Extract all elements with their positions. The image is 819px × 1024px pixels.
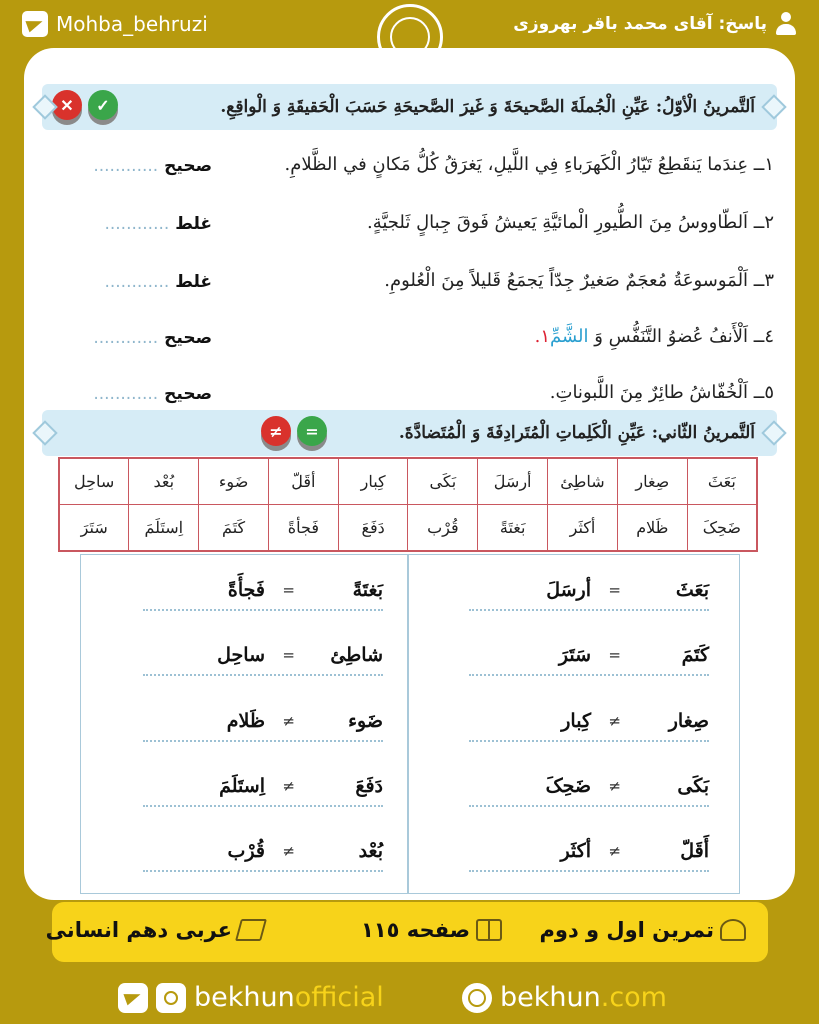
word-cell: شاطِئ <box>548 458 618 505</box>
social-link[interactable] <box>118 982 384 1013</box>
worksheet-card <box>24 48 795 900</box>
word-cell: أکثَر <box>548 505 618 552</box>
graduation-cap-icon <box>235 919 267 941</box>
diamond-ornament-icon <box>32 420 57 445</box>
website-link[interactable] <box>462 982 667 1013</box>
page-footer <box>0 970 819 1024</box>
globe-icon <box>462 983 492 1013</box>
info-bar <box>45 902 768 962</box>
diamond-ornament-icon <box>761 94 786 119</box>
author-text: پاسخ: آقای محمد باقر بهروزی <box>513 14 767 34</box>
word-cell: أرسَلَ <box>478 458 548 505</box>
not-equal-icon: ≠ <box>261 416 291 446</box>
word-pair: ضَوء ≠ ظَلام <box>143 708 383 742</box>
check-icon: ✓ <box>88 90 118 120</box>
student-icon <box>720 919 746 941</box>
telegram-icon <box>22 11 48 37</box>
word-pair: بَکَی ≠ ضَحِکَ <box>469 773 709 807</box>
word-cell: سَتَرَ <box>59 505 129 552</box>
word-cell: فَجأةً <box>268 505 338 552</box>
exercise2-title <box>42 410 777 456</box>
word-pair: بَغتَةً = فَجأَةً <box>143 577 383 611</box>
answer-field: صحیح ............ <box>93 156 212 176</box>
word-pair: بُعْد ≠ قُرْب <box>143 838 383 872</box>
word-pair: صِغار ≠ کِبار <box>469 708 709 742</box>
word-row <box>59 505 757 552</box>
statement-text: ٤ــ اَلْأَنفُ عُضوُ التَّنَفُّسِ وَ الشَّمِّ١. <box>534 326 774 347</box>
website-url: bekhun.com <box>500 982 667 1013</box>
word-cell: صِغار <box>617 458 687 505</box>
word-cell: ضَحِکَ <box>687 505 757 552</box>
statement-text: ٢ــ اَلطّاووسُ مِنَ الطُّیورِ الْمائیَّةِ یَعیشُ فَوقَ جِبالٍ ثَلجیَّةٍ. <box>366 212 774 233</box>
telegram-icon <box>118 983 148 1013</box>
handle-text: Mohba_behruzi <box>56 12 208 36</box>
exercise1-title <box>42 84 777 130</box>
word-table <box>58 457 758 552</box>
column-divider <box>407 555 409 893</box>
page-label: صفحه ١١٥ <box>361 918 502 942</box>
telegram-handle[interactable] <box>22 10 208 38</box>
word-cell: بَغتَةً <box>478 505 548 552</box>
statement-text: ٥ــ اَلْخُفّاشُ طائِرٌ مِنَ اللَّبوناتِ. <box>549 382 774 403</box>
word-pair: شاطِئ = ساحِل <box>143 642 383 676</box>
word-cell: کِبار <box>338 458 408 505</box>
word-cell: کَتَمَ <box>199 505 269 552</box>
word-pair: أَقَلّ ≠ أکثَر <box>469 838 709 872</box>
book-icon <box>476 919 502 941</box>
user-icon <box>775 12 797 36</box>
word-pair: دَفَعَ ≠ اِستَلَمَ <box>143 773 383 807</box>
statement-text: ٣ــ اَلْمَوسوعَةُ مُعجَمٌ صَغیرٌ جِدّاً یَجمَعُ قَلیلاً مِنَ الْعُلومِ. <box>384 270 774 291</box>
word-cell: ظَلام <box>617 505 687 552</box>
word-cell: بَعَثَ <box>687 458 757 505</box>
answer-field: غلط ............ <box>104 272 212 292</box>
word-cell: دَفَعَ <box>338 505 408 552</box>
x-icon: ✕ <box>52 90 82 120</box>
word-cell: بُعْد <box>129 458 199 505</box>
diamond-ornament-icon <box>761 420 786 445</box>
statement-row <box>62 320 774 360</box>
answer-field: صحیح ............ <box>93 328 212 348</box>
word-cell: أقَلّ <box>268 458 338 505</box>
instagram-icon <box>156 983 186 1013</box>
exercise-label: تمرین اول و دوم <box>540 918 747 942</box>
book-label: عربی دهم انسانی <box>46 918 264 942</box>
word-row <box>59 458 757 505</box>
social-handle: bekhunofficial <box>194 982 384 1013</box>
answer-field: غلط ............ <box>104 214 212 234</box>
statement-row <box>62 148 774 188</box>
word-cell: اِستَلَمَ <box>129 505 199 552</box>
word-pair: بَعَثَ = أرسَلَ <box>469 577 709 611</box>
word-cell: ساحِل <box>59 458 129 505</box>
word-cell: ضَوء <box>199 458 269 505</box>
statement-row <box>62 206 774 246</box>
word-pair: کَتَمَ = سَتَرَ <box>469 642 709 676</box>
exercise1-title-text: اَلتَّمرینُ الْأوّلُ: عَیِّنِ الْجُملَةَ الصَّحیحَةَ وَ غَیرَ الصَّحیحَةِ حَسَبَ الْحَقیقَةِ وَ الْواقِعِ. <box>220 97 755 117</box>
exercise2-title-text: اَلتَّمرینُ الثّاني: عَیِّنِ الْکَلِماتِ الْمُتَرادِفَةَ وَ الْمُتَضادَّةَ. <box>398 423 755 443</box>
author-credit <box>513 10 797 38</box>
statement-row <box>62 264 774 304</box>
word-cell: قُرْب <box>408 505 478 552</box>
answer-field: صحیح ............ <box>93 384 212 404</box>
page-header <box>0 0 819 50</box>
equal-icon: = <box>297 416 327 446</box>
answer-grid <box>80 554 740 894</box>
statement-text: ١ــ عِندَما یَنقَطِعُ تَیّارُ الْکَهرَباءِ فِي اللَّیلِ، یَغرَقُ کُلُّ مَکانٍ في الظَّلامِ. <box>284 154 774 175</box>
word-cell: بَکَی <box>408 458 478 505</box>
